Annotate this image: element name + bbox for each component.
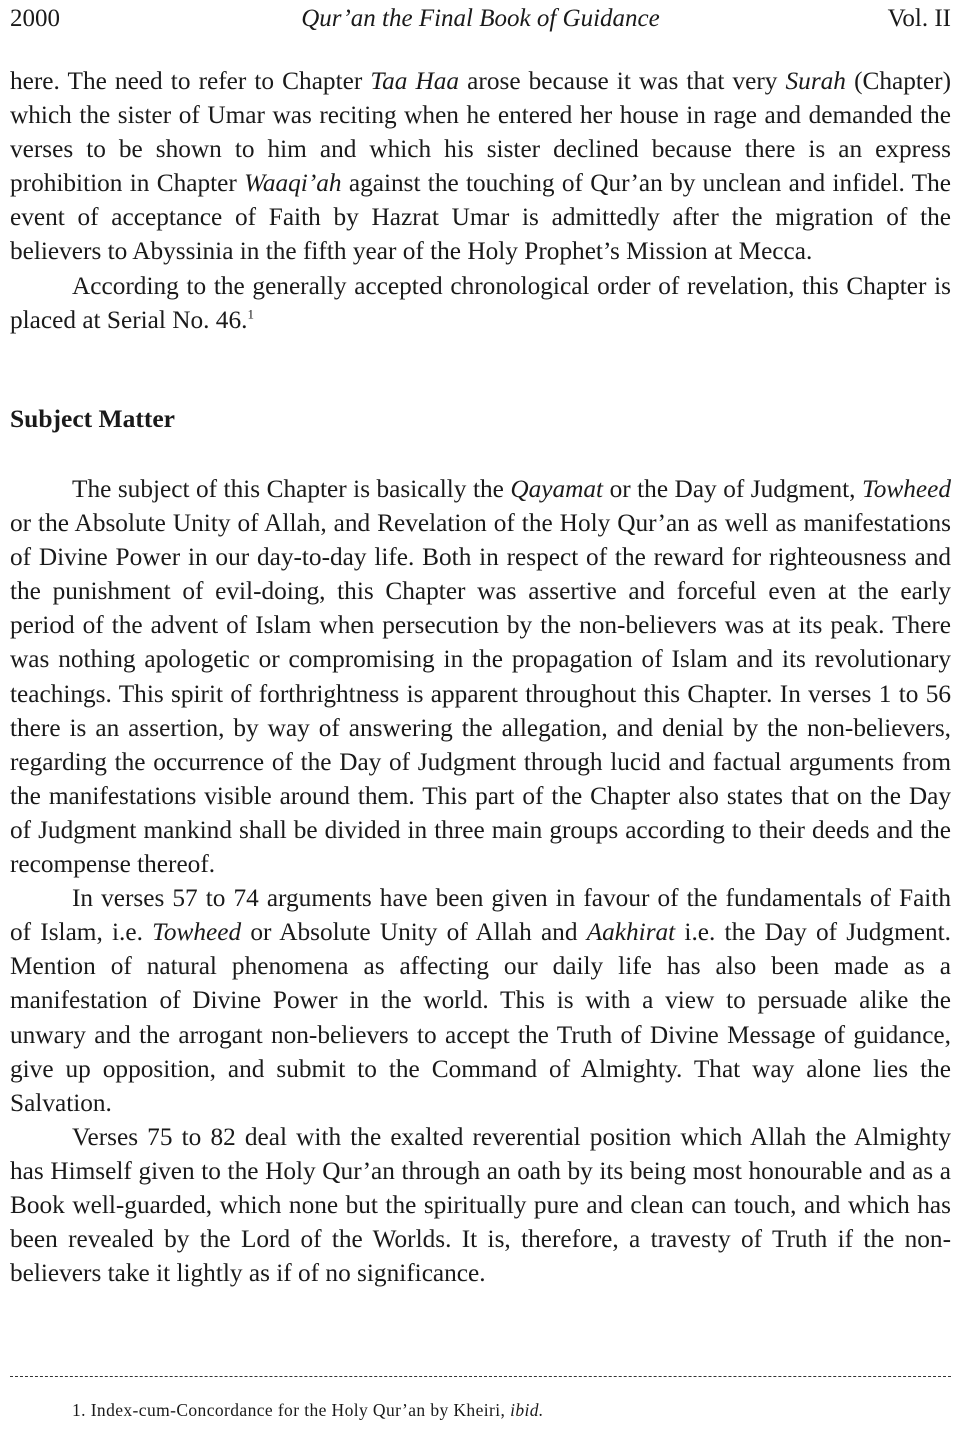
italic-term: Taa Haa xyxy=(370,67,460,95)
verses-75-82-paragraph: Verses 75 to 82 deal with the exalted reverential position which Allah the Almighty has Himself given to the Holy Qur’an through an oath by its being most honourable and as a Book well-guarded, which none but the spiritually pure and clean can touch, and which has been revealed by the Lord of the Worlds. It is, therefore, a travesty of Truth if the non-believers take it lightly as if of no significance. xyxy=(10,1122,951,1288)
footnote-italic: ibid. xyxy=(510,1400,544,1420)
italic-term: Surah xyxy=(785,67,846,95)
page-number: 2000 xyxy=(10,5,60,32)
footnote-divider xyxy=(10,1376,951,1377)
text-run: arose because it was that very xyxy=(459,67,786,95)
text-run: (Chapter) which the sister of Umar was reciting when he entered her house in rage and demanded the verses to be shown to him and which his sister declined because there is an express prohibition in Chapter xyxy=(10,67,951,198)
text-run: against the touching of Qur’an by unclean and infidel. The event of acceptance of Faith by Hazrat Umar is admittedly after the migration of the believers to Abyssinia in the fifth year of the Holy Prophet’s Mission at Mecca. xyxy=(10,169,951,266)
volume-label: Vol. II xyxy=(887,5,951,32)
intro-text-block xyxy=(10,64,951,337)
text-run: or Absolute Unity of Allah and xyxy=(241,918,587,947)
italic-term: Towheed xyxy=(861,475,951,503)
text-run: or the Day of Judgment, xyxy=(603,475,862,503)
book-title: Qur’an the Final Book of Guidance xyxy=(301,5,660,32)
section-heading: Subject Matter xyxy=(10,404,175,433)
footnote xyxy=(72,1398,544,1422)
continued-paragraph xyxy=(10,64,951,269)
italic-term: Waaqi’ah xyxy=(244,169,342,198)
italic-term: Qayamat xyxy=(510,475,604,503)
footnote-reference[interactable]: 1 xyxy=(247,306,254,322)
footnote-text: 1. Index-cum-Concordance for the Holy Qur’an by Kheiri, xyxy=(72,1400,511,1420)
text-run: The subject of this Chapter is basically the xyxy=(72,475,511,503)
running-header xyxy=(10,2,951,36)
subject-paragraph xyxy=(10,472,951,881)
subject-text-block xyxy=(10,472,951,1290)
text-run: According to the generally accepted chronological order of revelation, this Chapter is placed at Serial No. 46. xyxy=(10,271,951,334)
italic-term: Aakhirat xyxy=(586,918,676,947)
text-run: i.e. the Day of Judgment. Mention of natural phenomena as affecting our daily life has also been made as a manifestation of Divine Power in the world. This is with a view to persuade alike the unwary and the arrogant non-believers to accept the Truth of Divine Message of guidance, give up opposition, and submit to the Command of Almighty. That way alone lies the Salvation. xyxy=(10,918,951,1117)
italic-term: Towheed xyxy=(152,918,242,947)
text-run: here. The need to refer to Chapter xyxy=(10,67,371,95)
verses-57-74-paragraph xyxy=(10,881,951,1120)
text-run: or the Absolute Unity of Allah, and Revelation of the Holy Qur’an as well as manifestations of Divine Power in our day-to-day life. Both in respect of the reward for righteousness and the punishment of evil-doing, this Chapter was assertive and forceful even at the early period of the advent of Islam when persecution by the non-believers was at its peak. There was nothing apologetic or compromising in the propagation of Islam and its revolutionary teachings. This spirit of forthrightness is apparent throughout this Chapter. In verses 1 to 56 there is an assertion, by way of answering the allegation, and denial by the non-believers, regarding the occurrence of the Day of Judgment through lucid and factual arguments from the manifestations visible around them. This part of the Chapter also states that on the Day of Judgment mankind shall be divided in three main groups according to their deeds and the recompense thereof. xyxy=(10,509,951,879)
chronology-paragraph xyxy=(10,269,951,337)
text-run: In verses 57 to 74 arguments have been given in favour of the fundamentals of Faith of Islam, i.e. xyxy=(10,884,951,947)
